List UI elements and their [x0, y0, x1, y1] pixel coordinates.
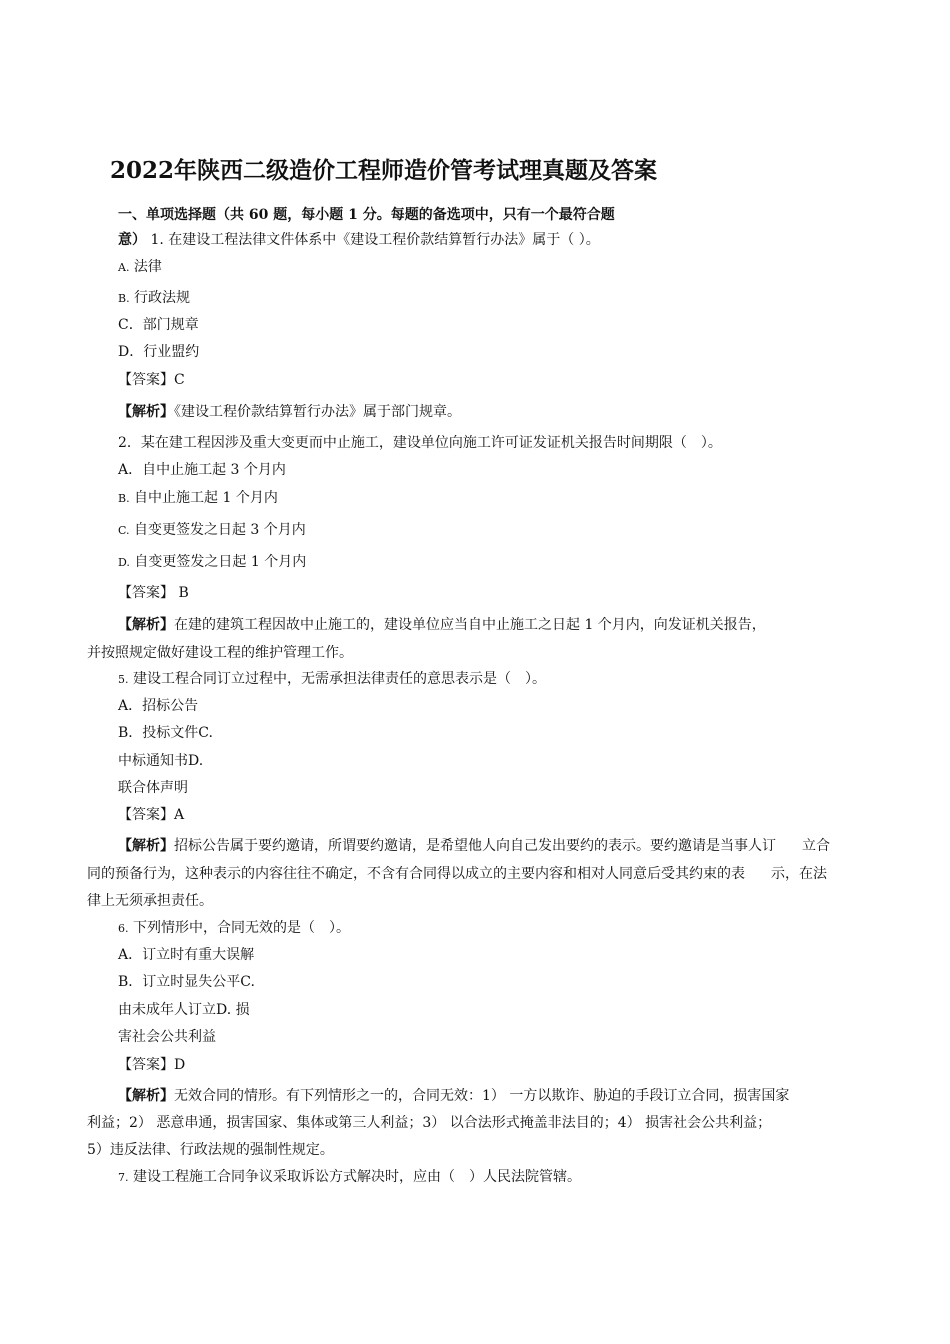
q2-option-d-text: 自变更签发之日起 1 个月内	[129, 554, 307, 570]
q6-option-d: 害社会公共利益	[118, 1029, 216, 1045]
q6-answer-value: D	[174, 1057, 186, 1073]
question-2-stem: 2．某在建工程因涉及重大变更而中止施工，建设单位向施工许可证发证机关报告时间期限（ ）。	[118, 435, 722, 451]
q1-analysis-text: 《建设工程价款结算暂行办法》属于部门规章。	[174, 404, 461, 420]
q6-option-a: A．订立时有重大误解	[118, 947, 255, 963]
q5-option-b: B．投标文件C.	[118, 725, 213, 741]
answer-label: 【答案】	[118, 372, 174, 388]
q6-number: 6.	[118, 922, 129, 935]
q2-analysis-line-2: 并按照规定做好建设工程的维护管理工作。	[87, 645, 353, 661]
q2-answer-value: B	[174, 585, 189, 601]
analysis-label: 【解析】	[118, 838, 174, 854]
q1-option-d: D．行业盟约	[118, 344, 200, 360]
q6-analysis-line-3: 5）违反法律、行政法规的强制性规定。	[87, 1142, 334, 1158]
q2-option-a: A．自中止施工起 3 个月内	[118, 462, 286, 478]
q5-analysis-text-1a: 招标公告属于要约邀请，所谓要约邀请，是希望他人向自己发出要约的表示。要约邀请是当事人订	[174, 838, 776, 854]
q2-analysis-line-1	[118, 616, 766, 634]
q1-option-c: C．部门规章	[118, 317, 199, 333]
q2-option-b-text: 自中止施工起 1 个月内	[129, 490, 278, 506]
q1-option-a	[118, 258, 162, 277]
q5-analysis-line-2	[87, 865, 827, 883]
q6-analysis-text-1: 无效合同的情形。有下列情形之一的，合同无效：1） 一方以欺诈、胁迫的手段订立合同，损害国家	[174, 1088, 790, 1104]
q2-option-d-letter: D.	[118, 556, 130, 569]
q2-analysis-text-1: 在建的建筑工程因故中止施工的，建设单位应当自中止施工之日起 1 个月内，向发证机关报告，	[174, 617, 766, 633]
analysis-label: 【解析】	[118, 404, 174, 420]
section-heading: 一、单项选择题（共 60 题，每小题 1 分。每题的备选项中，只有一个最符合题	[118, 207, 615, 223]
q6-option-b: B．订立时显失公平C.	[118, 974, 255, 990]
q2-answer	[118, 584, 189, 602]
q6-option-c: 由未成年人订立D. 损	[118, 1002, 250, 1018]
q6-stem-text: 下列情形中，合同无效的是（ ）。	[128, 920, 350, 936]
q7-stem-text: 建设工程施工合同争议采取诉讼方式解决时，应由（ ）人民法院管辖。	[128, 1169, 581, 1185]
q1-answer	[118, 371, 185, 389]
question-6-stem	[118, 919, 350, 938]
q6-analysis-line-2: 利益；2） 恶意串通，损害国家、集体或第三人利益；3） 以合法形式掩盖非法目的；4） 损害社会公共利益；	[87, 1115, 772, 1131]
question-5-stem	[118, 670, 546, 689]
q1-option-b-text: 行政法规	[129, 290, 191, 306]
q6-answer	[118, 1056, 185, 1074]
q1-option-b-letter: B.	[118, 292, 130, 305]
q1-answer-value: C	[174, 372, 185, 388]
q2-option-b	[118, 489, 278, 508]
section-heading-end: 意）	[118, 232, 146, 248]
question-7-stem	[118, 1168, 581, 1187]
q1-option-b	[118, 289, 190, 308]
q5-analysis-text-2a: 同的预备行为，这种表示的内容往往不确定，不含有合同得以成立的主要内容和相对人同意后受其约束的表	[87, 866, 745, 882]
q5-analysis-text-2b: 示，在法	[771, 866, 827, 882]
q6-analysis-line-1	[118, 1087, 789, 1105]
answer-label: 【答案】	[118, 585, 174, 601]
q2-option-c-letter: C.	[118, 524, 130, 537]
answer-label: 【答案】	[118, 1057, 174, 1073]
q5-answer	[118, 806, 184, 824]
q2-option-b-letter: B.	[118, 492, 130, 505]
q5-option-d: 联合体声明	[118, 780, 188, 796]
q2-option-c	[118, 521, 306, 540]
question-1-stem	[118, 231, 600, 249]
q1-option-a-text: 法律	[129, 259, 162, 275]
q1-analysis	[118, 403, 461, 421]
q5-number: 5.	[118, 673, 129, 686]
q5-analysis-line-3: 律上无须承担责任。	[87, 893, 213, 909]
q5-option-c: 中标通知书D.	[118, 753, 204, 769]
page-title: 2022年陕西二级造价工程师造价管考试理真题及答案	[110, 157, 658, 184]
q1-stem-text: 1. 在建设工程法律文件体系中《建设工程价款结算暂行办法》属于（ ）。	[146, 232, 600, 248]
q5-answer-value: A	[174, 807, 185, 823]
q7-number: 7.	[118, 1171, 129, 1184]
analysis-label: 【解析】	[118, 617, 174, 633]
answer-label: 【答案】	[118, 807, 174, 823]
q2-option-c-text: 自变更签发之日起 3 个月内	[129, 522, 306, 538]
q2-option-d	[118, 553, 306, 572]
q5-stem-text: 建设工程合同订立过程中，无需承担法律责任的意思表示是（ ）。	[128, 671, 546, 687]
analysis-label: 【解析】	[118, 1088, 174, 1104]
q5-option-a: A．招标公告	[118, 698, 199, 714]
q5-analysis-text-1b: 立合	[802, 838, 830, 854]
q5-analysis-line-1	[118, 837, 830, 855]
q1-option-a-letter: A.	[118, 261, 130, 274]
